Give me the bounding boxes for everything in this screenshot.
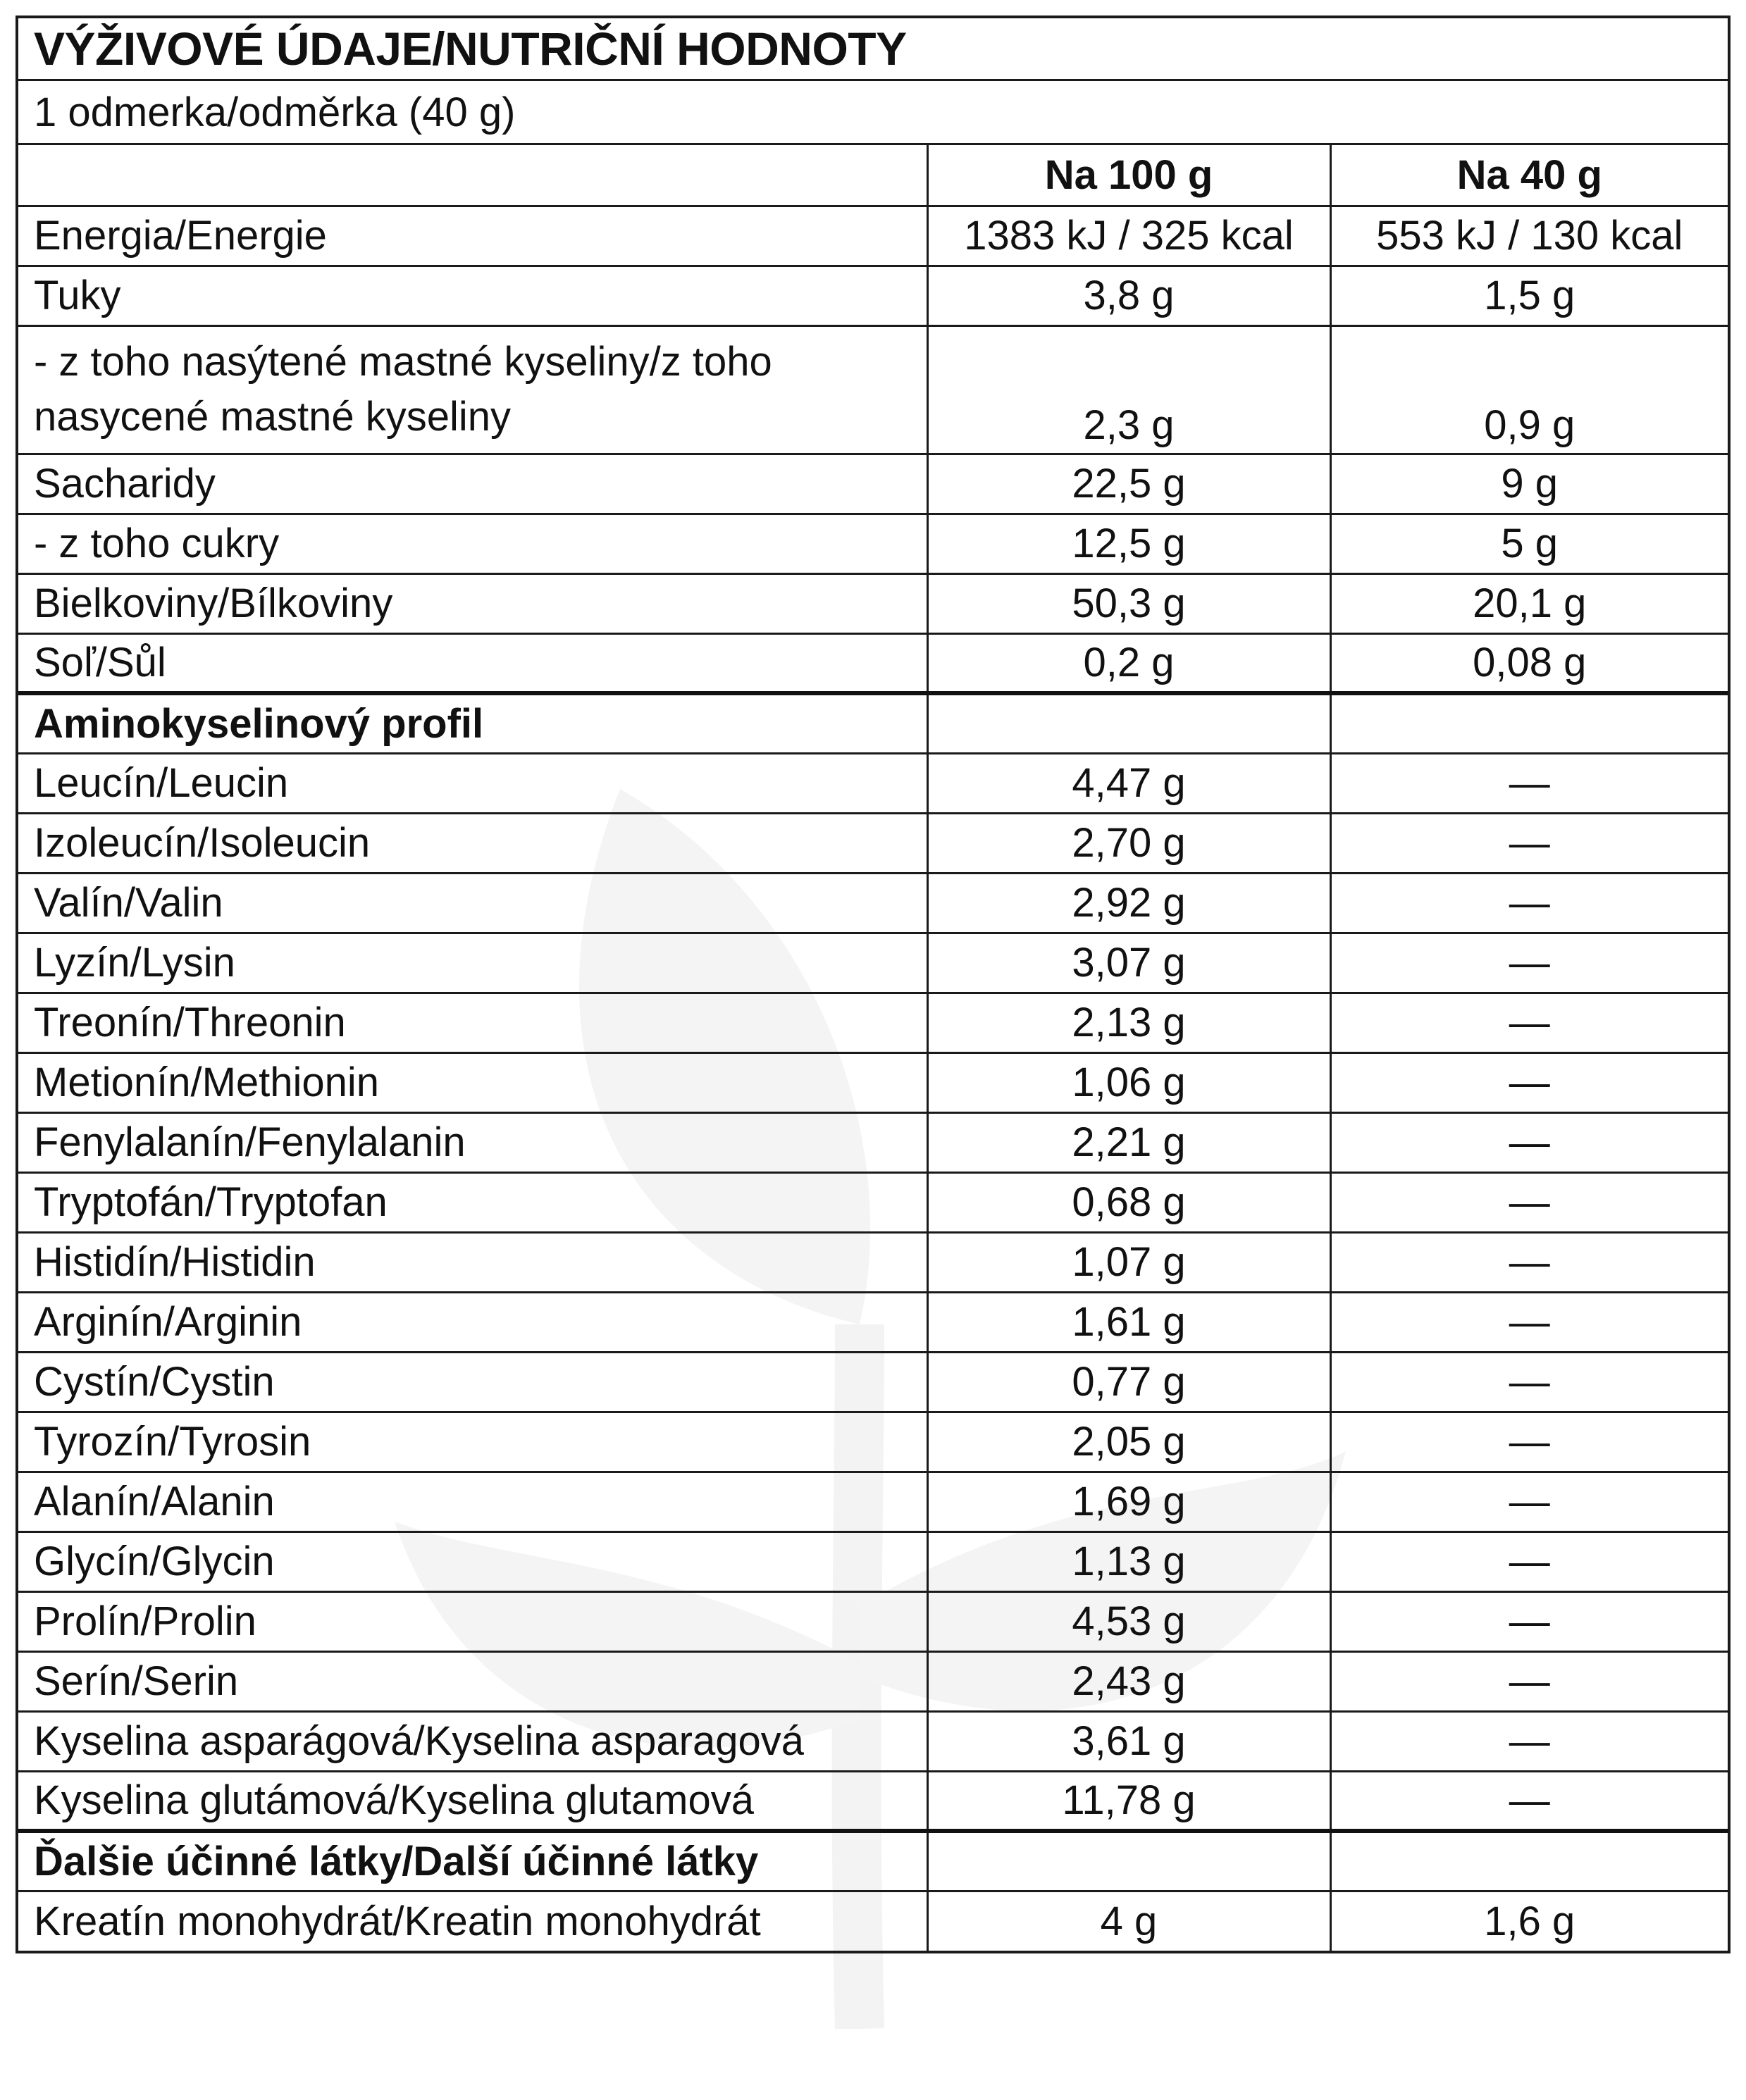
amino-acid-row xyxy=(18,873,1728,933)
amino-acid-name: Tyrozín/Tyrosin xyxy=(18,1412,927,1472)
amino-acid-row xyxy=(18,1651,1728,1711)
nutrient-per-serving: 5 g xyxy=(1330,514,1728,573)
amino-acid-per-serving: — xyxy=(1330,1591,1728,1651)
nutrient-per-serving: 9 g xyxy=(1330,454,1728,514)
amino-acid-name: Histidín/Histidin xyxy=(18,1232,927,1292)
amino-acid-per-serving: — xyxy=(1330,873,1728,933)
amino-acid-row xyxy=(18,1172,1728,1232)
amino-section-empty-per-serving xyxy=(1330,693,1728,753)
amino-acid-per100: 2,70 g xyxy=(927,813,1330,873)
amino-acid-per100: 0,68 g xyxy=(927,1172,1330,1232)
nutrient-row xyxy=(18,266,1728,325)
column-header-per-serving: Na 40 g xyxy=(1330,145,1728,206)
amino-acid-name: Glycín/Glycin xyxy=(18,1531,927,1591)
amino-acid-per100: 1,61 g xyxy=(927,1292,1330,1352)
nutrient-per100: 50,3 g xyxy=(927,573,1330,633)
amino-acid-row xyxy=(18,1232,1728,1292)
amino-acid-row xyxy=(18,1112,1728,1172)
nutrient-name: Tuky xyxy=(18,266,927,325)
amino-acid-per-serving: — xyxy=(1330,1052,1728,1112)
nutrient-per100: 2,3 g xyxy=(927,325,1330,454)
amino-acid-per100: 2,05 g xyxy=(927,1412,1330,1472)
amino-section-empty-per100 xyxy=(927,693,1330,753)
amino-acid-per100: 2,43 g xyxy=(927,1651,1330,1711)
nutrient-row xyxy=(18,573,1728,633)
amino-acid-per-serving: — xyxy=(1330,933,1728,993)
amino-acid-per100: 3,61 g xyxy=(927,1711,1330,1771)
nutrient-row xyxy=(18,514,1728,573)
nutrient-row xyxy=(18,454,1728,514)
other-substance-row xyxy=(18,1891,1728,1951)
amino-acid-row xyxy=(18,1771,1728,1831)
amino-acid-per-serving: — xyxy=(1330,993,1728,1052)
amino-acid-per-serving: — xyxy=(1330,1412,1728,1472)
nutrient-row xyxy=(18,206,1728,266)
other-section-empty-per-serving xyxy=(1330,1831,1728,1891)
other-section-title: Ďalšie účinné látky/Další účinné látky xyxy=(18,1831,927,1891)
amino-acid-name: Alanín/Alanin xyxy=(18,1472,927,1531)
amino-section-header xyxy=(18,693,1728,753)
column-header-per100: Na 100 g xyxy=(927,145,1330,206)
amino-acid-row xyxy=(18,1052,1728,1112)
column-header-row xyxy=(18,145,1728,206)
amino-acid-per-serving: — xyxy=(1330,1352,1728,1412)
nutrient-per100: 3,8 g xyxy=(927,266,1330,325)
amino-acid-row xyxy=(18,1352,1728,1412)
amino-acid-per-serving: — xyxy=(1330,1771,1728,1831)
amino-acid-name: Prolín/Prolin xyxy=(18,1591,927,1651)
amino-acid-per100: 2,92 g xyxy=(927,873,1330,933)
amino-acid-per100: 4,47 g xyxy=(927,753,1330,813)
amino-acid-name: Metionín/Methionin xyxy=(18,1052,927,1112)
serving-size: 1 odmerka/odměrka (40 g) xyxy=(18,81,1728,145)
amino-acid-per100: 4,53 g xyxy=(927,1591,1330,1651)
amino-acid-row xyxy=(18,813,1728,873)
amino-acid-name: Izoleucín/Isoleucin xyxy=(18,813,927,873)
amino-acid-name: Valín/Valin xyxy=(18,873,927,933)
amino-acid-per-serving: — xyxy=(1330,1651,1728,1711)
nutrition-table xyxy=(18,145,1728,1951)
nutrient-name: - z toho cukry xyxy=(18,514,927,573)
amino-acid-name: Leucín/Leucin xyxy=(18,753,927,813)
amino-acid-name: Kyselina asparágová/Kyselina asparagová xyxy=(18,1711,927,1771)
amino-acid-per-serving: — xyxy=(1330,1112,1728,1172)
amino-acid-name: Kyselina glutámová/Kyselina glutamová xyxy=(18,1771,927,1831)
nutrient-row xyxy=(18,325,1728,454)
amino-acid-name: Tryptofán/Tryptofan xyxy=(18,1172,927,1232)
nutrient-per100: 12,5 g xyxy=(927,514,1330,573)
amino-acid-row xyxy=(18,753,1728,813)
amino-acid-name: Arginín/Arginin xyxy=(18,1292,927,1352)
other-section-header xyxy=(18,1831,1728,1891)
amino-acid-per-serving: — xyxy=(1330,1711,1728,1771)
other-section-empty-per100 xyxy=(927,1831,1330,1891)
other-substance-per-serving: 1,6 g xyxy=(1330,1891,1728,1951)
nutrient-per100: 22,5 g xyxy=(927,454,1330,514)
amino-acid-per100: 1,07 g xyxy=(927,1232,1330,1292)
amino-acid-per-serving: — xyxy=(1330,1472,1728,1531)
amino-acid-row xyxy=(18,1711,1728,1771)
amino-acid-row xyxy=(18,1412,1728,1472)
amino-acid-per100: 1,13 g xyxy=(927,1531,1330,1591)
amino-acid-row xyxy=(18,993,1728,1052)
label-title: VÝŽIVOVÉ ÚDAJE/NUTRIČNÍ HODNOTY xyxy=(18,18,1728,81)
nutrient-per-serving: 1,5 g xyxy=(1330,266,1728,325)
amino-acid-row xyxy=(18,1472,1728,1531)
amino-acid-per-serving: — xyxy=(1330,753,1728,813)
amino-acid-per-serving: — xyxy=(1330,1172,1728,1232)
amino-acid-row xyxy=(18,1591,1728,1651)
amino-acid-per100: 2,13 g xyxy=(927,993,1330,1052)
nutrient-per100: 0,2 g xyxy=(927,633,1330,693)
nutrient-row xyxy=(18,633,1728,693)
amino-acid-per-serving: — xyxy=(1330,1531,1728,1591)
nutrient-name: Energia/Energie xyxy=(18,206,927,266)
amino-acid-name: Treonín/Threonin xyxy=(18,993,927,1052)
nutrient-name: Sacharidy xyxy=(18,454,927,514)
amino-acid-per100: 1,69 g xyxy=(927,1472,1330,1531)
column-header-label xyxy=(18,145,927,206)
amino-acid-row xyxy=(18,933,1728,993)
nutrient-name: Soľ/Sůl xyxy=(18,633,927,693)
amino-acid-per100: 2,21 g xyxy=(927,1112,1330,1172)
amino-acid-name: Serín/Serin xyxy=(18,1651,927,1711)
nutrient-name: - z toho nasýtené mastné kyseliny/z toho nasycené mastné kyseliny xyxy=(18,325,927,454)
nutrient-name: Bielkoviny/Bílkoviny xyxy=(18,573,927,633)
amino-acid-per100: 11,78 g xyxy=(927,1771,1330,1831)
amino-acid-per-serving: — xyxy=(1330,1232,1728,1292)
other-substance-per100: 4 g xyxy=(927,1891,1330,1951)
amino-acid-per-serving: — xyxy=(1330,1292,1728,1352)
nutrient-per-serving: 553 kJ / 130 kcal xyxy=(1330,206,1728,266)
amino-acid-name: Cystín/Cystin xyxy=(18,1352,927,1412)
amino-acid-name: Lyzín/Lysin xyxy=(18,933,927,993)
amino-acid-per100: 3,07 g xyxy=(927,933,1330,993)
nutrient-per-serving: 0,9 g xyxy=(1330,325,1728,454)
amino-acid-name: Fenylalanín/Fenylalanin xyxy=(18,1112,927,1172)
nutrient-per-serving: 20,1 g xyxy=(1330,573,1728,633)
other-substance-name: Kreatín monohydrát/Kreatin monohydrát xyxy=(18,1891,927,1951)
nutrient-per100: 1383 kJ / 325 kcal xyxy=(927,206,1330,266)
amino-acid-row xyxy=(18,1292,1728,1352)
nutrient-per-serving: 0,08 g xyxy=(1330,633,1728,693)
amino-acid-row xyxy=(18,1531,1728,1591)
amino-section-title: Aminokyselinový profil xyxy=(18,693,927,753)
amino-acid-per-serving: — xyxy=(1330,813,1728,873)
amino-acid-per100: 1,06 g xyxy=(927,1052,1330,1112)
amino-acid-per100: 0,77 g xyxy=(927,1352,1330,1412)
nutrition-label xyxy=(16,15,1730,1953)
